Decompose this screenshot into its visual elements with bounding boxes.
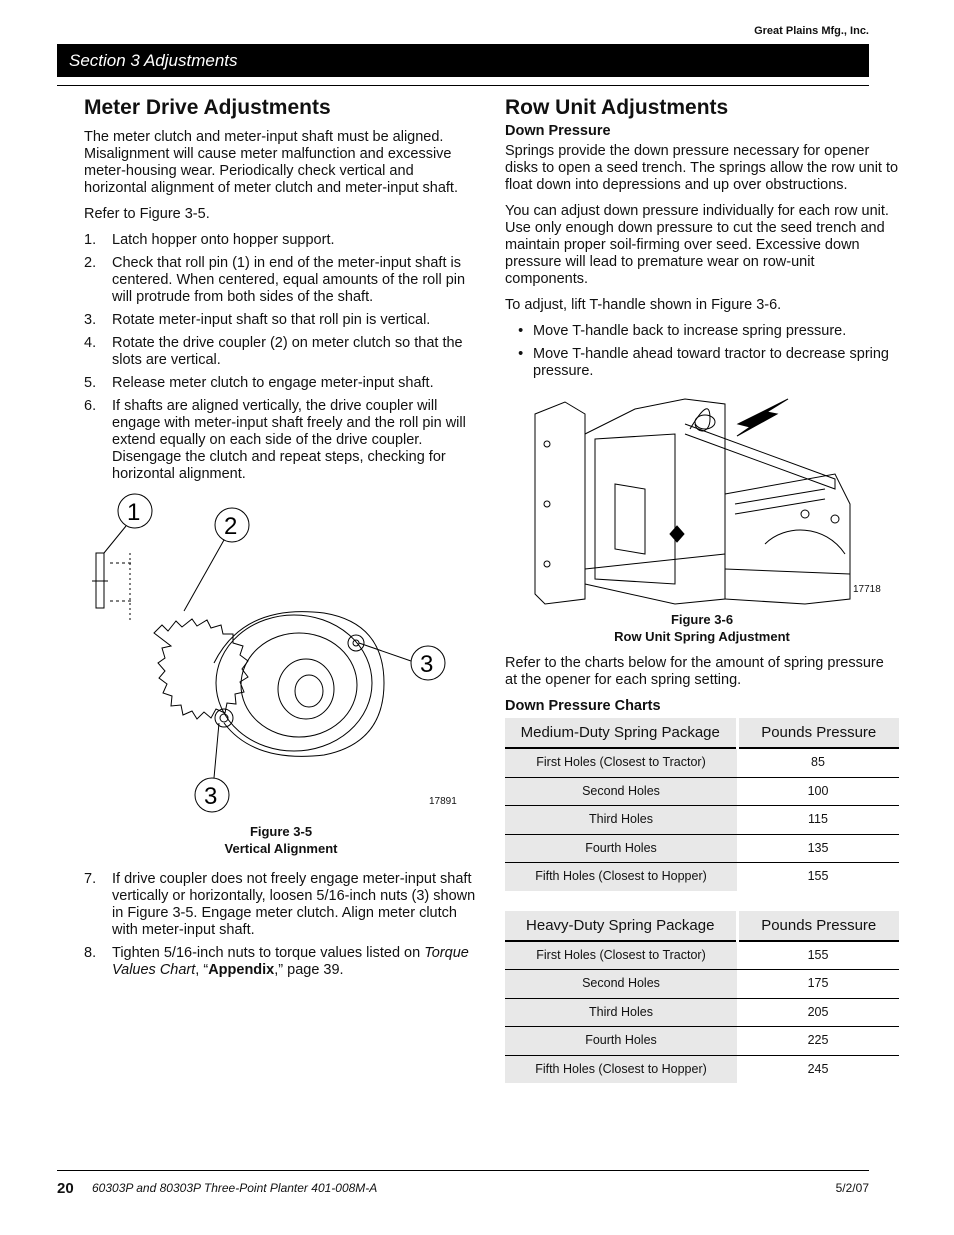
- pounds-pressure: 205: [737, 998, 899, 1027]
- step-text: Rotate meter-input shaft so that roll pin is vertical.: [112, 312, 431, 328]
- pounds-pressure: 85: [737, 748, 899, 777]
- caption-title: Figure 3-5: [249, 824, 313, 839]
- document-date: 5/2/07: [835, 1181, 869, 1195]
- bullet-text: Move T-handle ahead toward tractor to decrease spring pressure.: [533, 346, 889, 379]
- table-row: [505, 777, 899, 806]
- pounds-pressure: 245: [807, 1061, 829, 1076]
- callout-3-bottom: 3: [204, 783, 218, 810]
- down-pressure-p1: Springs provide the down pressure necessary for opener disks to open a seed trench. The springs allow the row unit to float down into depressions and up over obstructions.: [505, 143, 899, 193]
- left-column: [84, 95, 478, 985]
- step-item: [84, 871, 478, 939]
- column-header: Heavy-Duty Spring Package: [505, 911, 737, 941]
- table-row: [505, 1055, 899, 1083]
- hole-position: Fourth Holes: [505, 1027, 737, 1056]
- bullet-item: [505, 346, 899, 380]
- step-item: [84, 375, 478, 392]
- step-item: [84, 398, 478, 483]
- column-header: Pounds Pressure: [737, 718, 899, 748]
- table-row: [505, 863, 899, 891]
- company-name: Great Plains Mfg., Inc.: [754, 25, 869, 37]
- table-row: [505, 1027, 899, 1056]
- step-text-part: , “: [195, 962, 209, 978]
- meter-drive-steps-continued: [84, 871, 478, 979]
- document-title: 60303P and 80303P Three-Point Planter 401-008M-A: [92, 1181, 378, 1195]
- step-number: 2.: [84, 255, 97, 271]
- step-number: 6.: [84, 398, 97, 414]
- meter-drive-intro: The meter clutch and meter-input shaft must be aligned. Misalignment will cause meter malfunction and excessive meter-housing wear. Periodically check vertical and horizontal alignment of meter clutch and meter-input shaft.: [84, 129, 458, 196]
- down-pressure-p3: To adjust, lift T-handle shown in Figure 3-6.: [505, 297, 782, 313]
- table-row: [505, 806, 899, 835]
- step-text: Rotate the drive coupler (2) on meter clutch so that the slots are vertical.: [112, 335, 463, 368]
- meter-drive-steps: [84, 232, 478, 483]
- step-item: [84, 312, 478, 329]
- step-text: Check that roll pin (1) in end of the meter-input shaft is centered. When centered, equal amounts of the roll pin will protrude from both sides of the shaft.: [112, 255, 466, 305]
- page-number: 20: [57, 1180, 74, 1197]
- meter-drive-title: Meter Drive Adjustments: [84, 96, 331, 119]
- heavy-duty-table: [505, 911, 899, 1084]
- callout-2: 2: [224, 513, 238, 540]
- column-header: Pounds Pressure: [737, 911, 899, 941]
- caption-subtitle: Vertical Alignment: [224, 841, 338, 856]
- figure-3-6-caption: [505, 611, 899, 645]
- appendix-reference: Appendix: [208, 962, 275, 978]
- step-item: [84, 335, 478, 369]
- section-header-bar: Section 3 Adjustments: [57, 44, 869, 77]
- charts-intro: Refer to the charts below for the amount of spring pressure at the opener for each spring setting.: [505, 655, 884, 688]
- hole-position: Fourth Holes: [505, 834, 737, 863]
- hole-position: Fifth Holes (Closest to Hopper): [505, 1055, 737, 1083]
- step-item: [84, 255, 478, 306]
- table-row: [505, 941, 899, 970]
- figure-number: 17718: [853, 584, 881, 595]
- figure-3-5-caption: [84, 823, 478, 857]
- caption-title: Figure 3-6: [670, 612, 734, 627]
- hole-position: Fifth Holes (Closest to Hopper): [505, 863, 737, 891]
- hole-position: Second Holes: [505, 970, 737, 999]
- step-text: If drive coupler does not freely engage meter-input shaft vertically or horizontally, loosen 5/16-inch nuts (3) shown in Figure 3-5. Engage meter clutch. Align meter clutch with meter-input shaft.: [112, 871, 476, 938]
- bullet-text: Move T-handle back to increase spring pressure.: [533, 323, 847, 339]
- footer-rule: [57, 1170, 869, 1171]
- meter-drive-refer: Refer to Figure 3-5.: [84, 206, 210, 222]
- bullet-icon: •: [518, 346, 524, 362]
- step-number: 3.: [84, 312, 97, 328]
- step-text-part: Tighten 5/16-inch nuts to torque values listed on: [112, 945, 425, 961]
- step-number: 1.: [84, 232, 97, 248]
- right-column: [505, 95, 899, 1103]
- hole-position: Third Holes: [505, 998, 737, 1027]
- step-text: [112, 945, 469, 978]
- down-pressure-p2: You can adjust down pressure individually for each row unit. Use only enough down pressure to cut the seed trench and maintain proper soil-firming over seed. Excessive down pressure will lead to premature wear on row-unit components.: [505, 203, 889, 287]
- figure-3-6: [505, 394, 899, 609]
- step-number: 8.: [84, 945, 97, 961]
- pounds-pressure: 225: [737, 1027, 899, 1056]
- table-row: [505, 748, 899, 777]
- hole-position: Third Holes: [505, 806, 737, 835]
- step-text: Latch hopper onto hopper support.: [112, 232, 335, 248]
- section-rule: [57, 85, 869, 86]
- step-number: 5.: [84, 375, 97, 391]
- pounds-pressure: 100: [737, 777, 899, 806]
- callout-1: 1: [127, 499, 141, 526]
- vertical-alignment-illustration: [84, 493, 478, 823]
- charts-heading: Down Pressure Charts: [505, 698, 661, 714]
- figure-3-5: [84, 493, 478, 823]
- table-row: [505, 834, 899, 863]
- table-row: [505, 998, 899, 1027]
- step-text: If shafts are aligned vertically, the drive coupler will engage with meter-input shaft freely and the roll pin will extend equally on each side of the drive coupler. Disengage the clutch and repeat steps, checking for horizontal alignment.: [112, 398, 466, 482]
- hole-position: First Holes (Closest to Tractor): [505, 941, 737, 970]
- callout-3-right: 3: [420, 651, 434, 678]
- pounds-pressure: 135: [737, 834, 899, 863]
- hole-position: Second Holes: [505, 777, 737, 806]
- column-header: Medium-Duty Spring Package: [505, 718, 737, 748]
- table-row: [505, 970, 899, 999]
- bullet-item: [505, 323, 899, 340]
- medium-duty-table: [505, 718, 899, 891]
- step-item: [84, 232, 478, 249]
- step-number: 7.: [84, 871, 97, 887]
- pounds-pressure: 155: [807, 869, 829, 884]
- step-text: Release meter clutch to engage meter-input shaft.: [112, 375, 434, 391]
- step-number: 4.: [84, 335, 97, 351]
- step-item: [84, 945, 478, 979]
- pounds-pressure: 115: [737, 806, 899, 835]
- torque-chart-reference: Torque Values Chart: [112, 945, 469, 978]
- t-handle-bullets: [505, 323, 899, 380]
- bullet-icon: •: [518, 323, 524, 339]
- down-pressure-subhead: Down Pressure: [505, 123, 611, 139]
- pounds-pressure: 155: [737, 941, 899, 970]
- row-unit-title: Row Unit Adjustments: [505, 96, 729, 119]
- table-header-row: [505, 718, 899, 748]
- caption-subtitle: Row Unit Spring Adjustment: [614, 629, 790, 644]
- pounds-pressure: 175: [737, 970, 899, 999]
- step-text-part: ,” page 39.: [274, 962, 344, 978]
- row-unit-spring-illustration: [505, 394, 899, 609]
- table-header-row: [505, 911, 899, 941]
- figure-number: 17891: [429, 796, 457, 807]
- hole-position: First Holes (Closest to Tractor): [505, 748, 737, 777]
